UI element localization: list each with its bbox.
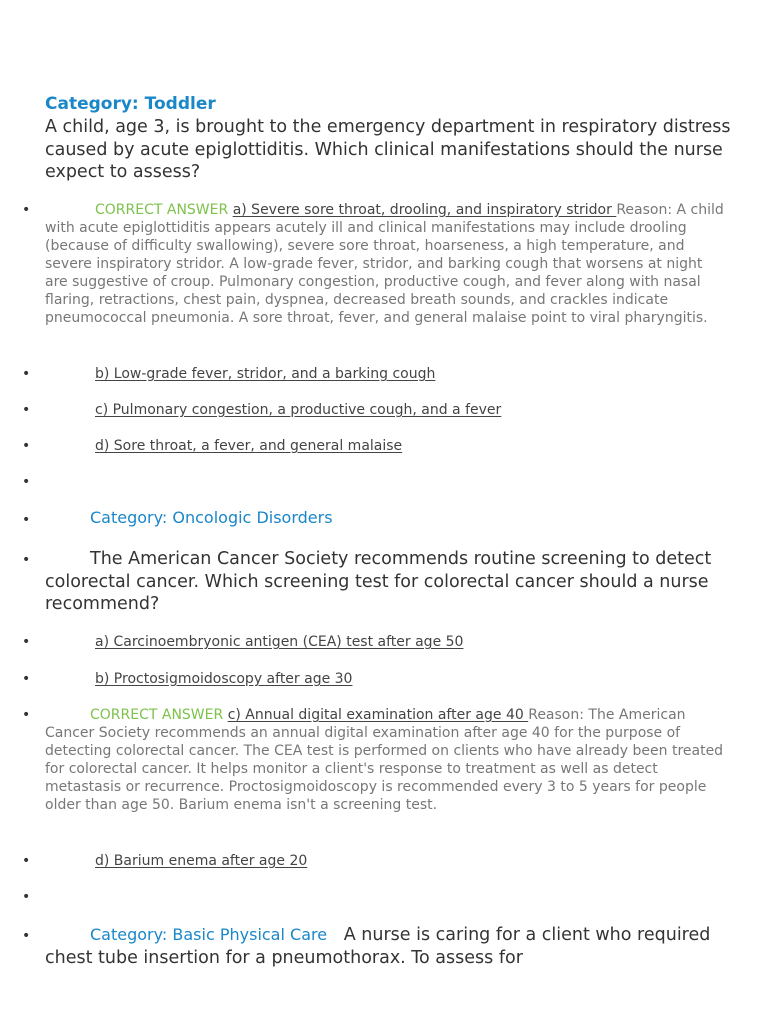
category-heading: Category: Toddler xyxy=(45,94,216,114)
correct-answer-item xyxy=(45,201,725,327)
category-heading: Category: Oncologic Disorders xyxy=(90,508,333,527)
bullet: • xyxy=(22,707,31,723)
question-item xyxy=(45,924,745,969)
correct-answer-item xyxy=(45,706,725,814)
answer-option[interactable]: c) Annual digital examination after age 40 xyxy=(227,707,529,723)
question-text: A nurse is caring for a client who required chest tube insertion for a pneumothorax. To assess for xyxy=(45,925,711,968)
bullet: • xyxy=(22,366,31,382)
answer-reason: Reason: A child with acute epiglottiditis appears acutely ill and clinical manifestations may include drooling (because of difficulty swallowing), severe sore throat, hoarseness, a high temperature, and severe inspiratory stridor. A low-grade fever, stridor, and barking cough that worsens at night are suggestive of croup. Pulmonary congestion, productive cough, and fever along with nasal flaring, retractions, chest pain, dyspnea, decreased breath sounds, and crackles indicate pneumococcal pneumonia. A sore throat, fever, and general malaise point to viral pharyngitis. xyxy=(45,202,724,326)
answer-option[interactable]: b) Low-grade fever, stridor, and a barking cough xyxy=(95,366,436,382)
answer-option[interactable]: c) Pulmonary congestion, a productive cough, and a fever xyxy=(95,402,502,418)
answer-item xyxy=(45,437,725,455)
correct-answer-label: CORRECT ANSWER xyxy=(90,707,224,723)
question-text: The American Cancer Society recommends routine screening to detect colorectal cancer. Which screening test for colorectal cancer should a nurse recommend? xyxy=(45,549,712,614)
bullet: • xyxy=(22,202,31,218)
answer-option[interactable]: b) Proctosigmoidoscopy after age 30 xyxy=(95,671,353,687)
answer-item xyxy=(45,401,725,419)
answer-option[interactable]: d) Sore throat, a fever, and general malaise xyxy=(95,438,403,454)
answer-option[interactable]: a) Carcinoembryonic antigen (CEA) test after age 50 xyxy=(95,634,464,650)
bullet: • xyxy=(22,438,31,454)
bullet: • xyxy=(22,474,31,490)
answer-option[interactable]: a) Severe sore throat, drooling, and inspiratory stridor xyxy=(232,202,617,218)
answer-item xyxy=(45,633,725,651)
bullet: • xyxy=(22,928,31,944)
bullet: • xyxy=(22,552,31,568)
category-item xyxy=(45,509,725,528)
bullet: • xyxy=(22,671,31,687)
question-text: A child, age 3, is brought to the emergency department in respiratory distress caused by acute epiglottiditis. Which clinical manifestations should the nurse expect to assess? xyxy=(45,117,731,182)
bullet: • xyxy=(22,512,31,528)
category-heading: Category: Basic Physical Care xyxy=(90,925,328,944)
answer-reason: Reason: The American Cancer Society recommends an annual digital examination after age 40 for the purpose of detecting colorectal cancer. The CEA test is performed on clients who have already been treated for colorectal cancer. It helps monitor a client's response to treatment as well as detect metastasis or recurrence. Proctosigmoidoscopy is recommended every 3 to 5 years for people older than age 50. Barium enema isn't a screening test. xyxy=(45,707,724,813)
answer-item xyxy=(45,670,725,688)
answer-item xyxy=(45,365,725,383)
bullet: • xyxy=(22,634,31,650)
bullet: • xyxy=(22,853,31,869)
bullet: • xyxy=(22,889,31,905)
correct-answer-label: CORRECT ANSWER xyxy=(95,202,229,218)
answer-option[interactable]: d) Barium enema after age 20 xyxy=(95,853,308,869)
question-item xyxy=(45,548,745,616)
answer-item xyxy=(45,852,725,870)
bullet: • xyxy=(22,402,31,418)
